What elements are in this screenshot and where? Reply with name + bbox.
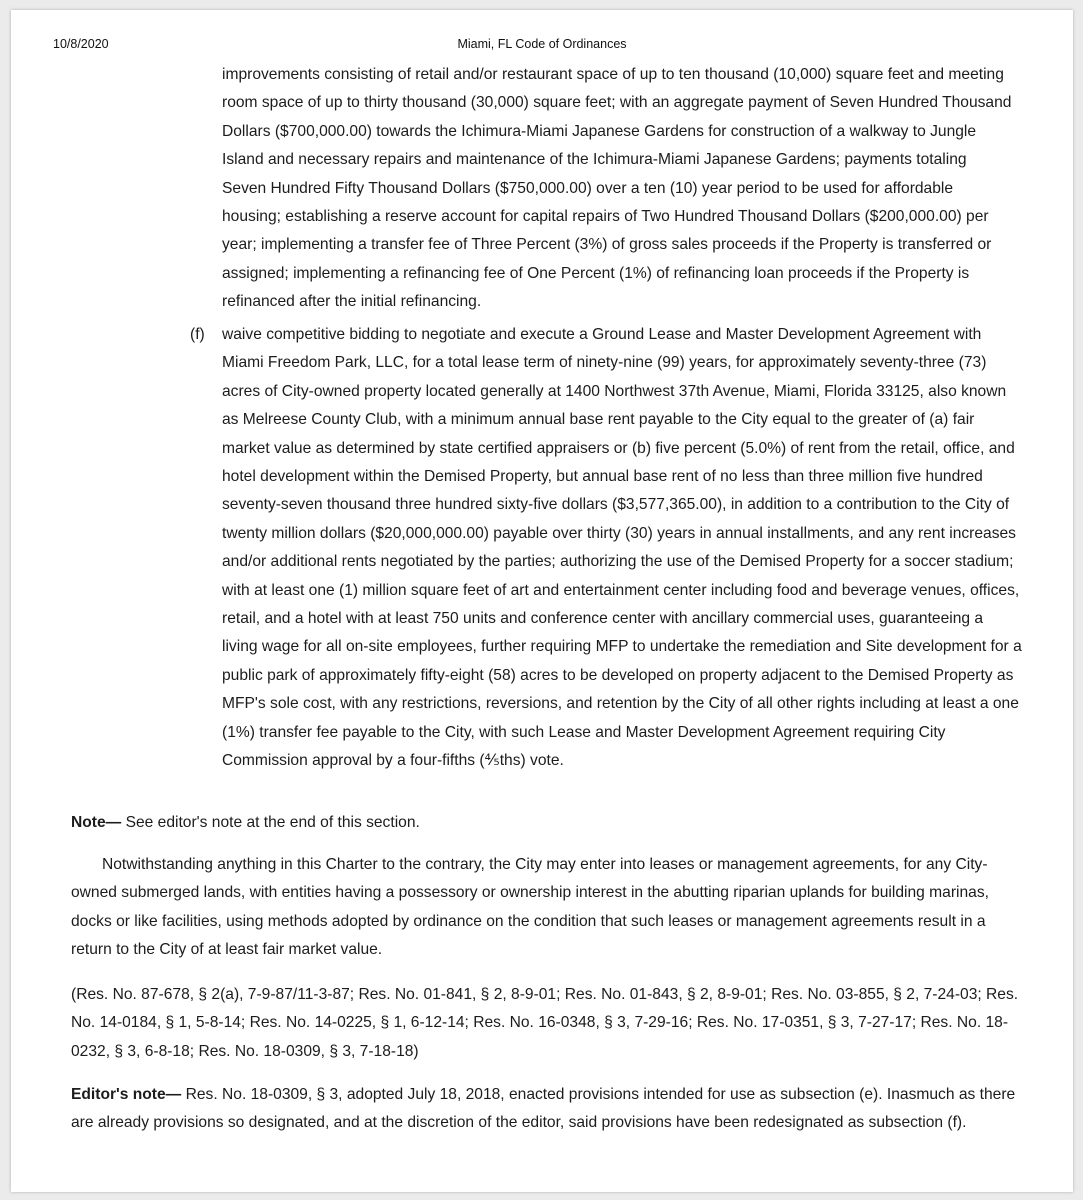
- editors-note: [71, 1081, 1021, 1138]
- subsection-f-text: waive competitive bidding to negotiate and execute a Ground Lease and Master Development Agreement with Miami Freedom Park, LLC, for a total lease term of ninety-nine (99) years, for approximately seventy-three (73) acres of City-owned property located generally at 1400 Northwest 37th Avenue, Miami, Florida 33125, also known as Melreese County Club, with a minimum annual base rent payable to the City equal to the greater of (a) fair market value as determined by state certified appraisers or (b) five percent (5.0%) of rent from the retail, office, and hotel development within the Demised Property, but annual base rent of no less than three million five hundred seventy-seven thousand three hundred sixty-five dollars ($3,577,365.00), in addition to a contribution to the City of twenty million dollars ($20,000,000.00) payable over thirty (30) years in annual installments, and any rent increases and/or additional rents negotiated by the parties; authorizing the use of the Demised Property for a soccer stadium; with at least one (1) million square feet of art and entertainment center including food and beverage venues, offices, retail, and a hotel with at least 750 units and conference center with ancillary commercial uses, guaranteeing a living wage for all on-site employees, further requiring MFP to undertake the remediation and Site development for a public park of approximately fifty-eight (58) acres to be developed on property adjacent to the Demised Property as MFP's sole cost, with any restrictions, reversions, and retention by the City of all other rights including at least a one (1%) transfer fee payable to the City, with such Lease and Master Development Agreement requiring City Commission approval by a four-fifths (⅘ths) vote.: [222, 326, 1022, 770]
- header-date: 10/8/2020: [53, 37, 109, 51]
- charter-paragraph: Notwithstanding anything in this Charter to the contrary, the City may enter into leases or management agreements, for any City-owned submerged lands, with entities having a possessory or ownership interest in the abutting riparian uplands for building marinas, docks or like facilities, using methods adopted by ordinance on the condition that such leases or management agreements result in a return to the City of at least fair market value.: [71, 856, 989, 959]
- note: [71, 809, 1031, 837]
- editors-note-label: Editor's note—: [71, 1086, 182, 1103]
- document-page: [11, 10, 1073, 1192]
- header-title: Miami, FL Code of Ordinances: [457, 37, 627, 51]
- note-label: Note—: [71, 814, 122, 831]
- continuation-paragraph: improvements consisting of retail and/or restaurant space of up to ten thousand (10,000) square feet and meeting room space of up to thirty thousand (30,000) square feet; with an aggregate payment of Seven Hundred Thousand Dollars ($700,000.00) towards the Ichimura-Miami Japanese Gardens for construction of a walkway to Jungle Island and necessary repairs and maintenance of the Ichimura-Miami Japanese Gardens; payments totaling Seven Hundred Fifty Thousand Dollars ($750,000.00) over a ten (10) year period to be used for affordable housing; establishing a reserve account for capital repairs of Two Hundred Thousand Dollars ($200,000.00) per year; implementing a transfer fee of Three Percent (3%) of gross sales proceeds if the Property is transferred or assigned; implementing a refinancing fee of One Percent (1%) of refinancing loan proceeds if the Property is refinanced after the initial refinancing.: [222, 66, 1012, 311]
- note-text: See editor's note at the end of this section.: [121, 814, 420, 831]
- resolution-references: (Res. No. 87-678, § 2(a), 7-9-87/11-3-87; Res. No. 01-841, § 2, 8-9-01; Res. No. 01-843, § 2, 8-9-01; Res. No. 03-855, § 2, 7-24-03; Res. No. 14-0184, § 1, 5-8-14; Res. No. 14-0225, § 1, 6-12-14; Res. No. 16-0348, § 3, 7-29-16; Res. No. 17-0351, § 3, 7-27-17; Res. No. 18-0232, § 3, 6-8-18; Res. No. 18-0309, § 3, 7-18-18): [71, 986, 1019, 1060]
- subsection-f-label: (f): [190, 326, 205, 343]
- editors-note-text: Res. No. 18-0309, § 3, adopted July 18, 2018, enacted provisions intended for use as subsection (e). Inasmuch as there are already provisions so designated, and at the discretion of the editor, said provisions have been redesignated as subsection (f).: [71, 1086, 1016, 1132]
